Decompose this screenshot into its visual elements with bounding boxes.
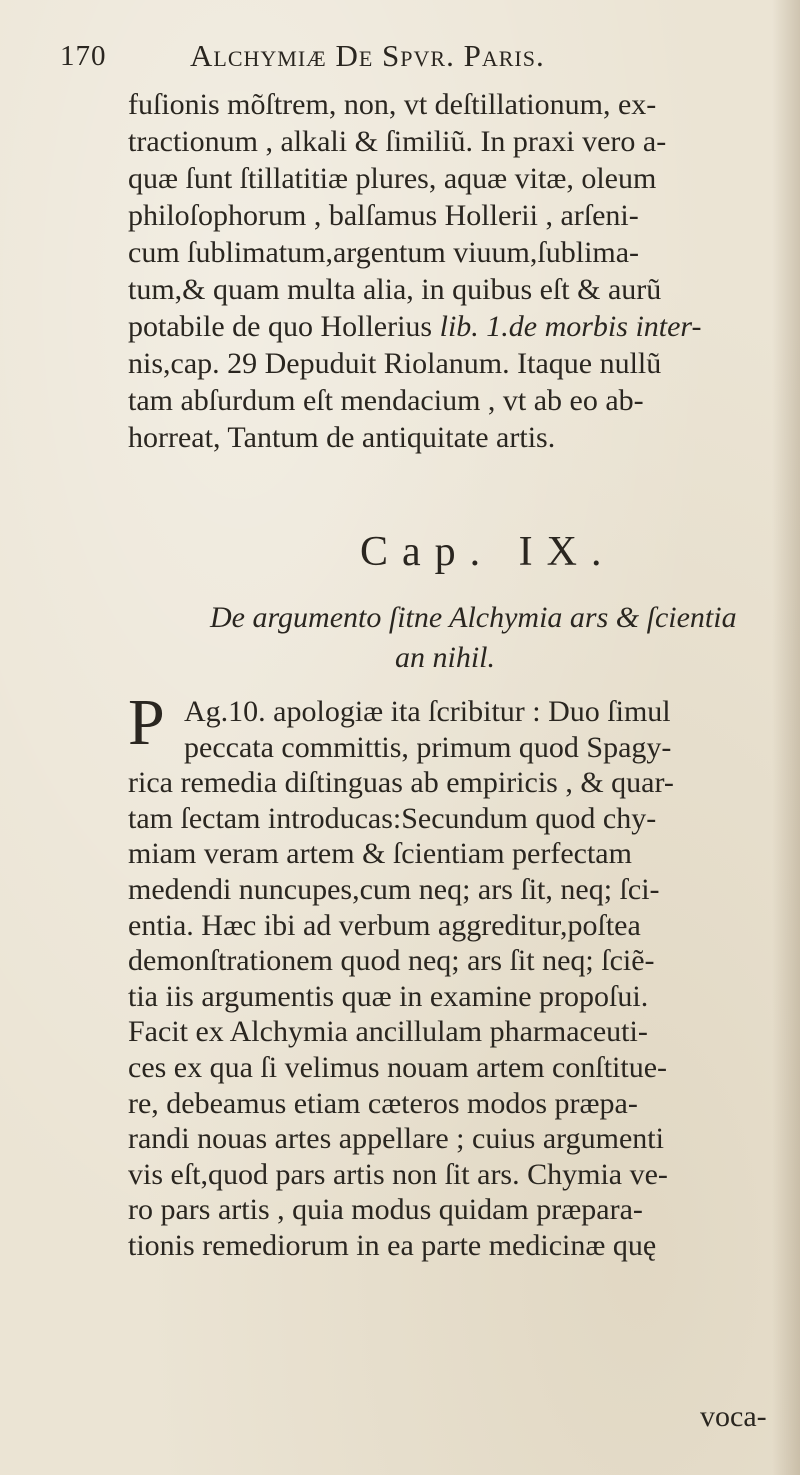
chapter-subtitle-line: an nihil.	[394, 641, 495, 674]
text-line: vis eſt,quod pars artis non ſit ars. Chymia ve-	[128, 1157, 668, 1191]
text-line: tionis remediorum in ea parte medicinæ quę	[128, 1228, 657, 1262]
text-line: tam abſurdum eſt mendacium , vt ab eo ab-	[128, 384, 644, 417]
text-line: randi nouas artes appellare ; cuius argumenti	[128, 1122, 664, 1156]
text-line: tia iis argumentis quæ in examine propoſui.	[128, 979, 649, 1013]
text-line: miam veram artem & ſcientiam perfectam	[128, 837, 632, 871]
text-line: ces ex qua ſi velimus nouam artem conſtitue-	[128, 1050, 668, 1084]
text-line: peccata committis, primum quod Spagy-	[184, 730, 672, 764]
text-line-with-citation	[128, 308, 778, 345]
paragraph-1	[128, 86, 778, 456]
text-line: tractionum , alkali & ſimiliũ. In praxi vero a-	[128, 125, 667, 158]
text-line: philoſophorum , balſamus Hollerii , arſeni-	[128, 199, 639, 232]
text-line: horreat, Tantum de antiquitate artis.	[128, 421, 556, 454]
text-line: cum ſublimatum,argentum viuum,ſublima-	[128, 236, 640, 269]
page-number: 170	[60, 40, 107, 72]
paragraph-2	[128, 694, 788, 1264]
text-line: tam ſectam introducas:Secundum quod chy-	[128, 801, 657, 835]
citation-italic: lib. 1.de morbis inter-	[439, 310, 702, 343]
text-line: medendi nuncupes,cum neq; ars ſit, neq; ſci-	[128, 872, 660, 906]
text-line: tum,& quam multa alia, in quibus eſt & aurũ	[128, 273, 662, 306]
running-head-title: Alchymiæ De Spvr. Paris.	[190, 38, 545, 73]
text-line: demonſtrationem quod neq; ars ſit neq; ſciẽ-	[128, 944, 655, 978]
text-segment: potabile de quo Hollerius	[128, 310, 440, 343]
text-line: rica remedia diſtinguas ab empiricis , & quar-	[128, 766, 674, 800]
chapter-subtitle	[210, 598, 737, 678]
drop-initial: P	[128, 686, 165, 759]
text-line: entia. Hæc ibi ad verbum aggreditur,poſtea	[128, 908, 641, 942]
chapter-heading: Cap. IX.	[360, 529, 616, 575]
text-line: Facit ex Alchymia ancillulam pharmaceuti-	[128, 1015, 648, 1049]
catchword: voca-	[700, 1400, 767, 1433]
text-line: quæ ſunt ſtillatitiæ plures, aquæ vitæ, oleum	[128, 162, 657, 195]
text-line: Ag.10. apologiæ ita ſcribitur : Duo ſimul	[184, 695, 671, 728]
text-line: ro pars artis , quia modus quidam præpara-	[128, 1193, 643, 1227]
text-line: nis,cap. 29 Depuduit Riolanum. Itaque nullũ	[128, 347, 662, 380]
chapter-subtitle-line: De argumento ſitne Alchymia ars & ſcientia	[210, 601, 737, 634]
text-line: re, debeamus etiam cæteros modos præpa-	[128, 1086, 638, 1120]
text-line: fuſionis mõſtrem, non, vt deſtillationum, ex-	[128, 88, 657, 121]
running-head	[60, 40, 780, 80]
